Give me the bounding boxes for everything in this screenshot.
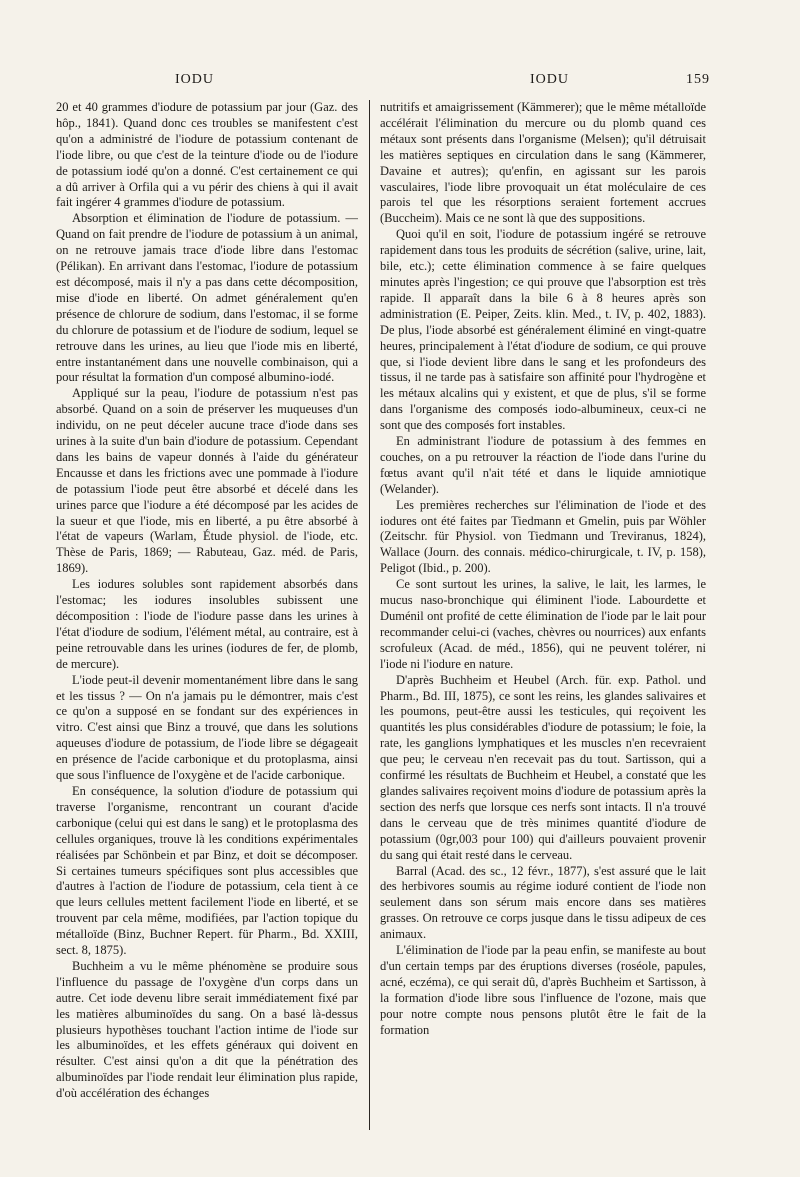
paragraph: En conséquence, la solution d'iodure de potassium qui traverse l'organisme, rencontrant un courant d'acide carbonique (celui qui est dans le sang) et le protoplasma des cellules organiques, trouve là les conditions expérimentales réalisées par Schönbein et par Binz, et doit se décomposer. Si certaines tumeurs spécifiques sont plus accessibles que d'autres à l'action de l'iodure de potassium, cela tient à ce que leurs cellules mettent facilement l'iode en liberté, et se trouvent par cela même, modifiées, par l'action topique du métalloïde (Binz, Buchner Repert. für Pharm., Bd. XXIII, sect. 8, 1875). — [56, 783, 358, 958]
paragraph: 20 et 40 grammes d'iodure de potassium par jour (Gaz. des hôp., 1841). Quand donc ces troubles se manifestent c'est qu'on a administré de l'iodure de potassium contenant de l'iode libre, ou que c'est de la teinture d'iode ou de l'iodure de potassium iodé qu'on a donné. C'est certainement ce qui a dû arriver à Orfila qui a vu périr des chiens à qui il avait fait ingérer 4 grammes d'iodure de potassium. — [56, 100, 358, 210]
page-number: 159 — [686, 72, 710, 87]
running-head-left: IODU — [175, 72, 214, 87]
paragraph: Ce sont surtout les urines, la salive, le lait, les larmes, le mucus naso-bronchique qui éliminent l'iode. Labourdette et Duménil ont profité de cette élimination de l'iode par le lait pour recommander celui-ci (vaches, chèvres ou nourrices) aux enfants scrofuleux (Acad. de méd., 1856), qui ne peuvent tolérer, ni l'iode ni l'iodure en nature. — [380, 577, 706, 671]
column-divider — [369, 100, 370, 1130]
paragraph: L'iode peut-il devenir momentanément libre dans le sang et les tissus ? — On n'a jamais pu le démontrer, mais c'est ce qu'on a supposé en se fondant sur des expériences in vitro. C'est ainsi que Binz a trouvé, que dans les solutions aqueuses d'iodure de potassium, de l'iode libre se dégageait en présence de l'acide carbonique et du protoplasma, ainsi que sous l'influence de l'oxygène et de l'acide carbonique. — [56, 672, 358, 783]
left-column — [56, 100, 358, 1140]
paragraph: Absorption et élimination de l'iodure de potassium. — Quand on fait prendre de l'iodure de potassium à un animal, on ne retrouve jamais trace d'iode libre dans l'estomac (Pélikan). En arrivant dans l'estomac, l'iodure de potassium est décomposé, mais il n'y a pas dans cette décomposition, mise d'iode en liberté. On admet généralement qu'en présence de chlorure de sodium, dans l'estomac, il se forme du chlorure de potassium et de l'iodure de sodium, lequel se retrouve dans les urines, au lieu que l'iode mis en liberté, entre instantanément dans une nouvelle combinaison, qui a pour résultat la formation d'un composé albumino-iodé. — [56, 211, 358, 385]
paragraph: L'élimination de l'iode par la peau enfin, se manifeste au bout d'un certain temps par des éruptions diverses (roséole, papules, acné, eczéma), ce qui serait dû, d'après Buchheim et Sartisson, à la formation d'iode libre sous l'influence de l'ozone, mais que pour notre compte nous pensons plutôt être le fait de la formation — [380, 943, 706, 1037]
paragraph: nutritifs et amaigrissement (Kämmerer); que le même métalloïde accélérait l'élimination du mercure ou du plomb quand ces métaux sont présents dans l'organisme (Melsen); qu'il détruisait les matières septiques en circulation dans le sang (Kämmerer, Davaine et autres); qu'enfin, en agissant sur les parois vasculaires, l'iode libre provoquait un état moléculaire de ces parois tel que les résorptions seraient fortement accrues (Buccheim). Mais ce ne sont là que des suppositions. — [380, 100, 706, 226]
running-head-right: IODU — [530, 72, 569, 87]
paragraph: Les premières recherches sur l'élimination de l'iode et des iodures ont été faites par Tiedmann et Gmelin, puis par Wöhler (Zeitschr. für Physiol. von Tiedmann und Treviranus, 1824), Wallace (Journ. des connais. médico-chirurgicale, t. IV, p. 158), Peligot (Ibid., p. 200). — [380, 497, 706, 576]
paragraph: Barral (Acad. des sc., 12 févr., 1877), s'est assuré que le lait des herbivores soumis au régime ioduré contient de l'iode non seulement dans son sérum mais encore dans ses matières grasses. On retrouve ce corps jusque dans le tissu adipeux de ces animaux. — [380, 863, 706, 942]
paragraph: Les iodures solubles sont rapidement absorbés dans l'estomac; les iodures insolubles subissent une décomposition : l'iode de l'iodure passe dans les urines à l'état d'iodure de sodium, l'élément métal, au contraire, est à peine retrouvable dans les urines (iodures de fer, de plomb, de mercure). — [56, 577, 358, 671]
right-column — [380, 100, 706, 1140]
paragraph: D'après Buchheim et Heubel (Arch. für. exp. Pathol. und Pharm., Bd. III, 1875), ce sont les reins, les glandes salivaires et les poumons, peut-être aussi les testicules, qui reçoivent les quantités les plus considérables d'iodure de potassium; le foie, la rate, les ganglions lymphatiques et les muscles n'en recevraient que peu; le cerveau n'en recevait pas du tout. Sartisson, qui a confirmé les résultats de Buchheim et Heubel, a constaté que les glandes salivaires reçoivent moins d'iodure de potassium après la section des nerfs que lorsque ces nerfs sont intacts. Il n'a trouvé dans le cerveau que de très minimes quantité d'iodure de potassium (0gr,003 pour 100) qui d'ailleurs pouvaient provenir du sang qui était resté dans le cerveau. — [380, 672, 706, 862]
paragraph: En administrant l'iodure de potassium à des femmes en couches, on a pu retrouver la réaction de l'iode dans l'urine du fœtus avant qu'il n'ait tété et dans le liquide amniotique (Welander). — [380, 434, 706, 496]
paragraph: Buchheim a vu le même phénomène se produire sous l'influence du passage de l'oxygène d'un corps dans un autre. Cet iode devenu libre serait immédiatement fixé par les matières albuminoïdes du sang. On a basé là-dessus plusieurs hypothèses touchant l'action intime de l'iode sur les albuminoïdes, et les effets généraux qui doivent en résulter. C'est ainsi qu'on a dit que la pénétration des albuminoïdes par l'iode rendait leur élimination plus rapide, d'où accélération des échanges — [56, 958, 358, 1101]
paragraph: Appliqué sur la peau, l'iodure de potassium n'est pas absorbé. Quand on a soin de préserver les muqueuses d'un individu, on ne peut déceler aucune trace d'iode dans ses urines à la suite d'un bain d'iodure de potassium. Cependant dans les bains de vapeur donnés à l'aide du générateur Encausse et dans les frictions avec une pommade à l'iodure de potassium l'iode peut être absorbé et décelé dans les urines parce que l'iodure a été décomposé par les acides de la sueur et que l'iode, mis en liberté, a pu être absorbé à l'état de vapeurs (Warlam, Étude physiol. de l'iode, etc. Thèse de Paris, 1869; — Rabuteau, Gaz. méd. de Paris, 1869). — [56, 386, 358, 576]
paragraph: Quoi qu'il en soit, l'iodure de potassium ingéré se retrouve rapidement dans tous les produits de sécrétion (salive, urine, lait, bile, etc.); cette élimination commence à se faire quelques minutes après l'ingestion; ce qui prouve que l'absorption est très rapide. Il apparaît dans la bile 6 à 8 heures après son administration (E. Peiper, Zeits. klin. Med., t. IV, p. 402, 1883). De plus, l'iode absorbé est généralement éliminé en vingt-quatre heures, principalement à l'état d'iodure de sodium, ce qui prouve que, si l'iode devient libre dans le sang et les profondeurs des tissus, il ne tarde pas à satisfaire son affinité pour l'hydrogène et les métaux alcalins qui y existent, et que de plus, s'il se forme dans l'organisme des composés iodo-albumineux, ceux-ci ne sont que des composés fort instables. — [380, 227, 706, 433]
